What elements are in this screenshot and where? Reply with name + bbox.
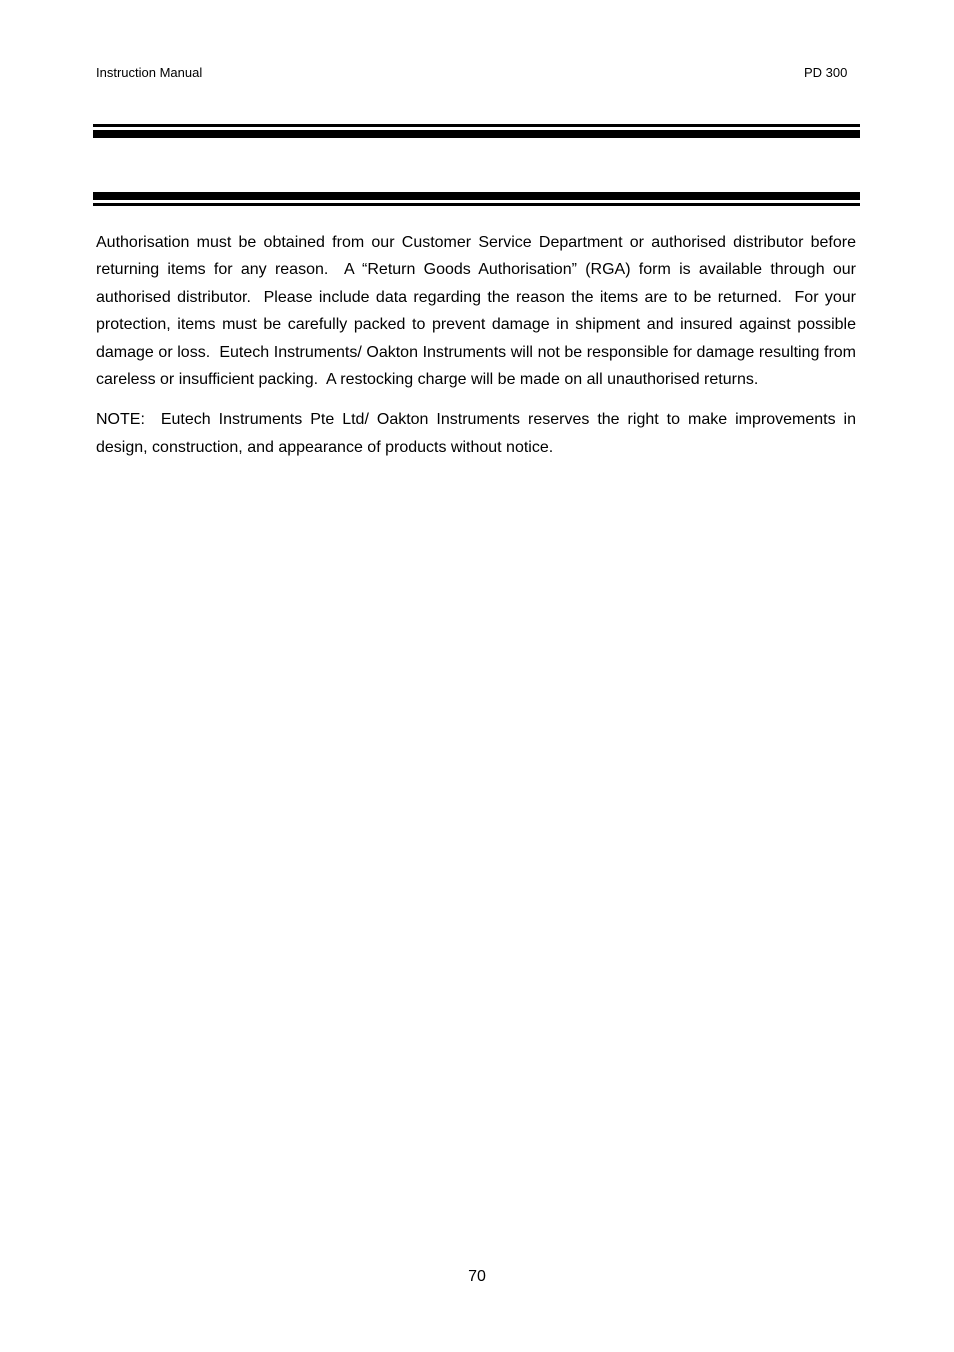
- header-model-number: PD 300: [804, 65, 848, 80]
- header-document-title: Instruction Manual: [96, 65, 203, 80]
- page-number: 70: [468, 1268, 486, 1285]
- top-divider-thick: [93, 130, 860, 138]
- top-divider-thin: [93, 124, 860, 127]
- section-title: [96, 150, 856, 182]
- bottom-divider-thin: [93, 203, 860, 206]
- note-paragraph: NOTE: Eutech Instruments Pte Ltd/ Oakton Instruments reserves the right to make improvements in design, construction, and appearance of products without notice.: [96, 411, 861, 456]
- body-text: [96, 229, 861, 461]
- return-policy-paragraph: Authorisation must be obtained from our Customer Service Department or authorised distributor before returning items for any reason. A “Return Goods Authorisation” (RGA) form is available through our authorised distributor. Please include data regarding the reason the items are to be returned. For your protection, items must be carefully packed to prevent damage in shipment and insured against possible damage or loss. Eutech Instruments/ Oakton Instruments will not be responsible for damage resulting from careless or insufficient packing. A restocking charge will be made on all unauthorised returns.: [96, 234, 861, 389]
- bottom-divider-thick: [93, 192, 860, 200]
